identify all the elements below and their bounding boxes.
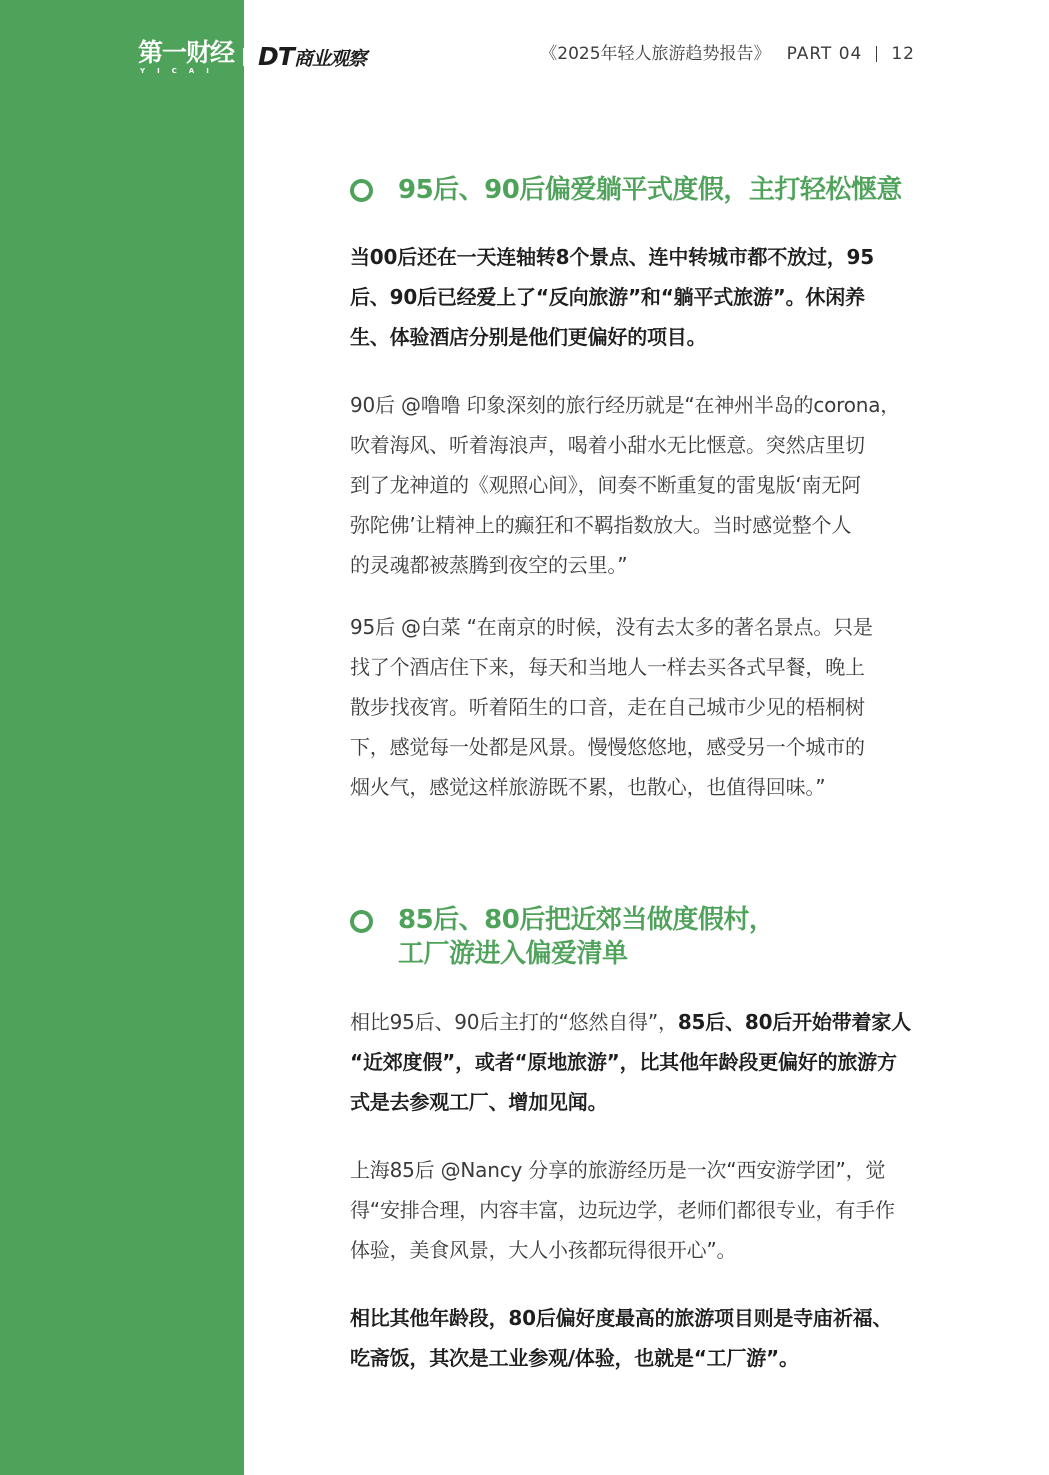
circle-bullet-icon [350,179,373,202]
dt-logo-mark: DT [258,42,294,71]
section1-intro-line: 生、体验酒店分别是他们更偏好的项目。 [350,325,707,349]
yicai-logo [138,40,236,74]
quote1-line: 的灵魂都被蒸腾到夜空的云里。” [350,553,628,577]
quote2-line: 95后 @白菜 “在南京的时候，没有去太多的著名景点。只是 [350,615,873,639]
section2-closing-line: 相比其他年龄段，80后偏好度最高的旅游项目则是寺庙祈福、 [350,1306,893,1330]
section1-quote1 [350,385,918,585]
quote2-line: 烟火气，感觉这样旅游既不累，也散心，也值得回味。” [350,775,826,799]
section2-intro-line3: 式是去参观工厂、增加见闻。 [350,1090,608,1114]
section1-intro [350,237,918,357]
section2-heading-line1: 85后、80后把近郊当做度假村， [398,905,775,935]
section2-closing-line: 吃斋饭，其次是工业参观/体验，也就是“工厂游”。 [350,1346,799,1370]
section2-intro [350,1002,918,1122]
section2-heading [350,904,930,974]
section1-heading [350,174,930,210]
section1-intro-line: 当00后还在一天连轴转8个景点、连中转城市都不放过，95 [350,245,874,269]
circle-bullet-icon [350,910,373,933]
section2-intro-bold: 85后、80后开始带着家人 [677,1010,911,1034]
quote2-line: 散步找夜宵。听着陌生的口音，走在自己城市少见的梧桐树 [350,695,865,719]
section2-intro-line2: “近郊度假”，或者“原地旅游”，比其他年龄段更偏好的旅游方 [350,1050,897,1074]
quote1-line: 弥陀佛’让精神上的癫狂和不羁指数放大。当时感觉整个人 [350,513,852,537]
section2-heading-line2: 工厂游进入偏爱清单 [398,939,628,969]
section2-quote [350,1150,918,1270]
section2-intro-line1 [350,1002,918,1042]
section2-quote-line: 得“安排合理，内容丰富，边玩边学，老师们都很专业，有手作 [350,1198,895,1222]
section2-quote-line: 体验，美食风景，大人小孩都玩得很开心”。 [350,1238,737,1262]
dt-logo-text: 商业观察 [293,48,366,70]
quote1-line: 90后 @噜噜 印象深刻的旅行经历就是“在神州半岛的corona， [350,393,901,417]
yicai-logo-english: YICAI [140,67,221,75]
quote2-line: 找了个酒店住下来，每天和当地人一样去买各式早餐，晚上 [350,655,865,679]
quote2-line: 下，感觉每一处都是风景。慢慢悠悠地，感受另一个城市的 [350,735,865,759]
green-side-band [0,0,244,1475]
section2-intro-regular: 相比95后、90后主打的“悠然自得”， [350,1010,678,1034]
section2-quote-line: 上海85后 @Nancy 分享的旅游经历是一次“西安游学团”，觉 [350,1158,886,1182]
quote1-line: 到了龙神道的《观照心间》，间奏不断重复的雷鬼版‘南无阿 [350,473,861,497]
section1-intro-line: 后、90后已经爱上了“反向旅游”和“躺平式旅游”。休闲养 [350,285,865,309]
page-number: 12 [891,44,915,64]
section1-heading-text: 95后、90后偏爱躺平式度假，主打轻松惬意 [398,175,902,205]
part-label: PART 04 [786,44,863,64]
yicai-logo-chinese: 第一财经 [138,38,235,67]
section2-closing [350,1298,918,1378]
quote1-line: 吹着海风、听着海浪声，喝着小甜水无比惬意。突然店里切 [350,433,865,457]
logo-divider [243,48,246,66]
dt-logo [258,43,366,71]
section1-quote2 [350,607,918,807]
report-title: 《2025年轻人旅游趋势报告》 [540,44,771,64]
page-header-info [540,42,915,66]
header-divider [876,46,877,62]
